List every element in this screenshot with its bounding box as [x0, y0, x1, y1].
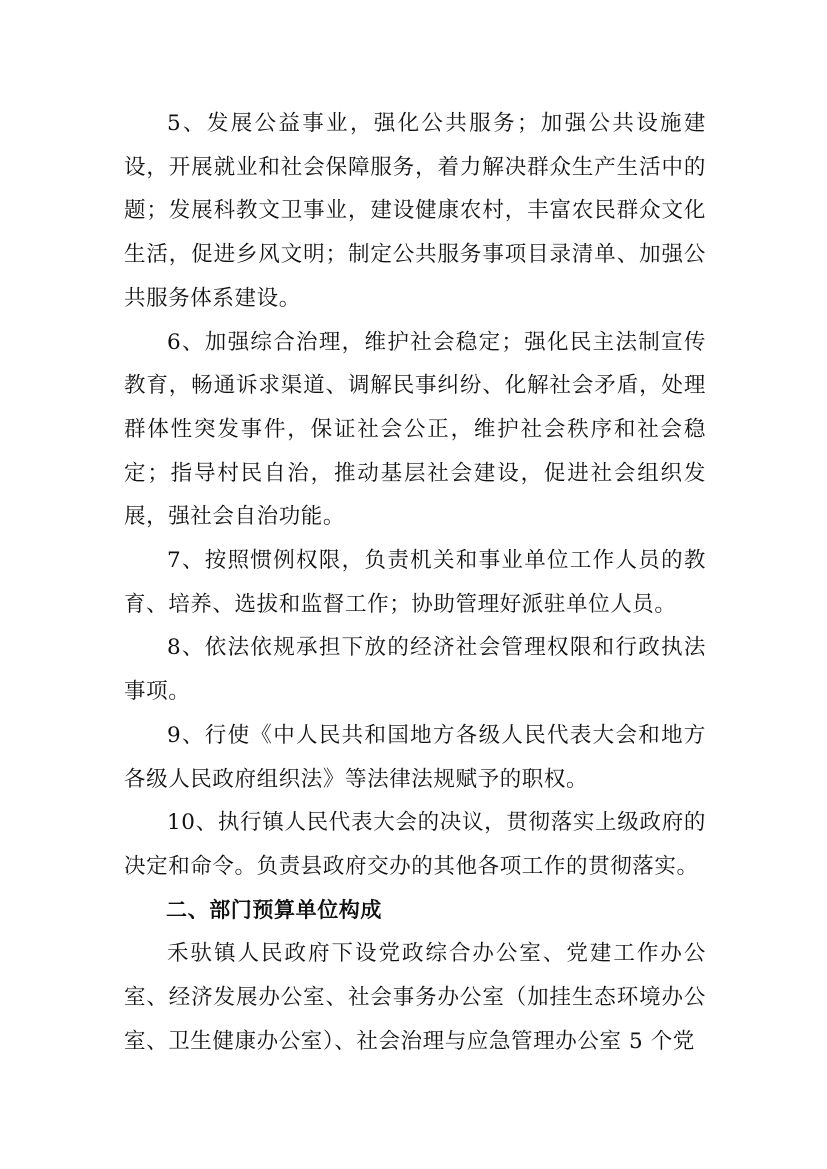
paragraph-item-6: 6、加强综合治理，维护社会稳定；强化民主法制宣传教育，畅通诉求渠道、调解民事纠纷、化解社会矛盾，处理群体性突发事件，保证社会公正，维护社会秩序和社会稳定；指导村民自治，推动基层社会建设，促进社会组织发展，强社会自治功能。: [124, 329, 706, 530]
document-body: [124, 102, 706, 1063]
section-heading: 二、部门预算单位构成: [166, 897, 382, 922]
paragraph-item-7: 7、按照惯例权限，负责机关和事业单位工作人员的教育、培养、选拔和监督工作；协助管理好派驻单位人员。: [124, 548, 706, 617]
paragraph-item-9: 9、行使《中人民共和国地方各级人民代表大会和地方各级人民政府组织法》等法律法规赋予的职权。: [124, 722, 706, 792]
unit-composition-paragraph: 禾驮镇人民政府下设党政综合办公室、党建工作办公室、经济发展办公室、社会事务办公室（加挂生态环境办公室、卫生健康办公室）、社会治理与应急管理办公室 5 个党: [124, 941, 706, 1054]
paragraph-item-10: 10、执行镇人民代表大会的决议，贯彻落实上级政府的决定和命令。负责县政府交办的其他各项工作的贯彻落实。: [124, 810, 706, 879]
paragraph-item-8: 8、依法依规承担下放的经济社会管理权限和行政执法事项。: [124, 635, 706, 705]
paragraph-item-5: 5、发展公益事业，强化公共服务；加强公共设施建设，开展就业和社会保障服务，着力解决群众生产生活中的题；发展科教文卫事业，建设健康农村，丰富农民群众文化生活，促进乡风文明；制定公共服务事项目录清单、加强公共服务体系建设。: [124, 111, 706, 311]
